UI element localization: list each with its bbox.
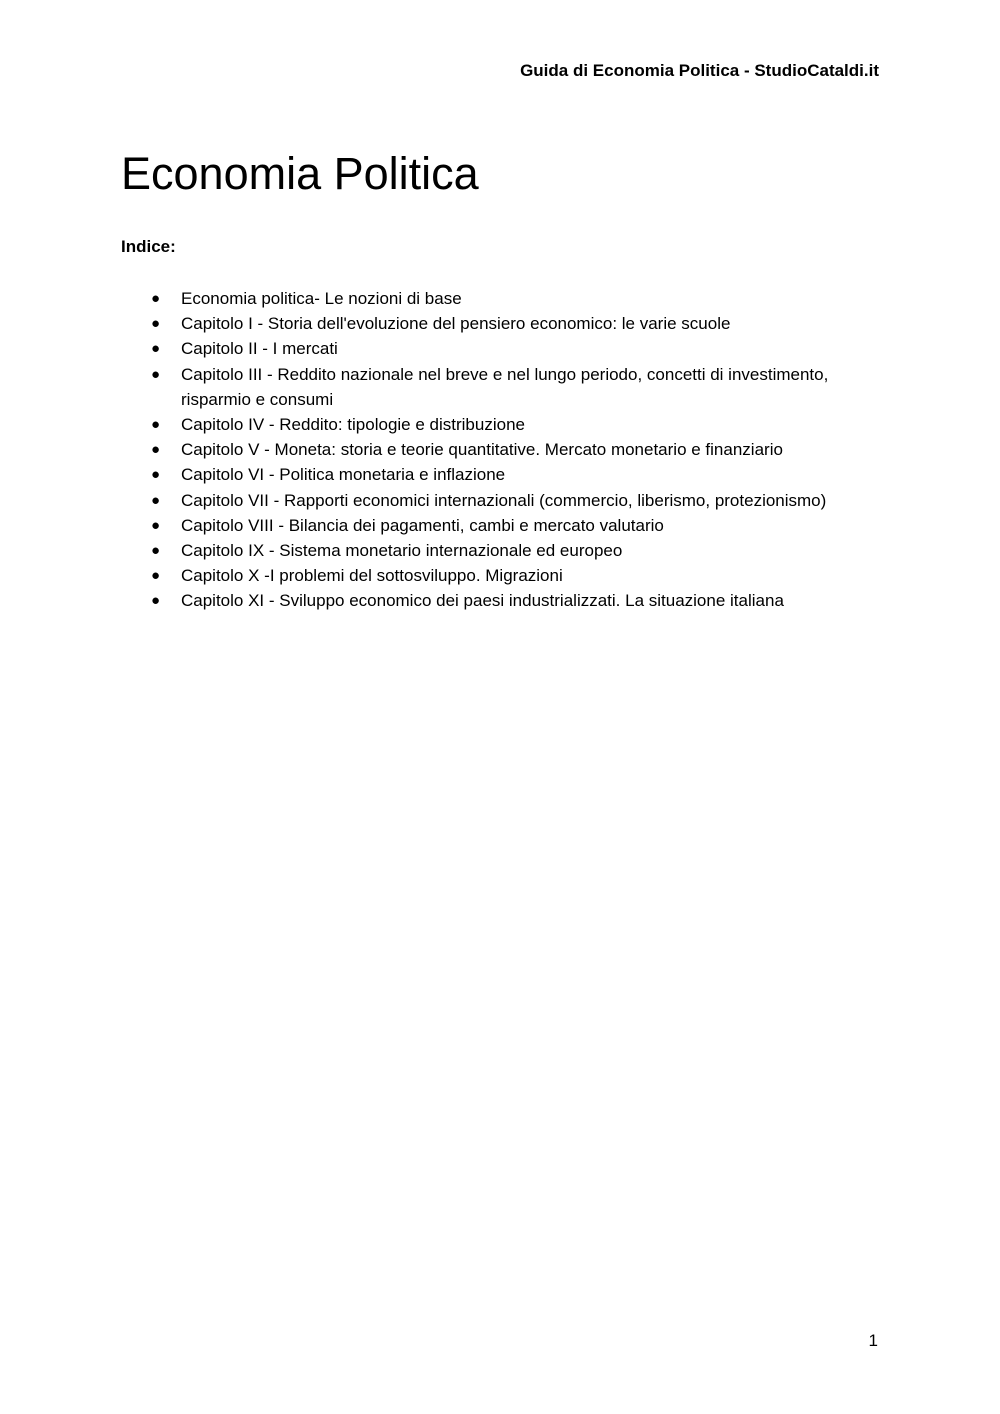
index-item-text: Capitolo X -I problemi del sottosviluppo. Migrazioni [181,566,563,586]
index-list [121,286,861,614]
index-item-2 [121,311,861,336]
index-item-7 [121,462,861,487]
bullet-icon: ● [151,340,161,358]
index-item-text: Capitolo VIII - Bilancia dei pagamenti, cambi e mercato valutario [181,515,664,535]
index-item-11 [121,563,861,588]
bullet-icon: ● [151,315,161,333]
index-item-9 [121,513,861,538]
index-item-text: Capitolo IV - Reddito: tipologie e distribuzione [181,415,525,435]
bullet-icon: ● [151,567,161,585]
index-item-text: Capitolo VI - Politica monetaria e inflazione [181,465,506,485]
bullet-icon: ● [151,466,161,484]
index-item-1 [121,286,861,311]
bullet-icon: ● [151,542,161,560]
bullet-icon: ● [151,516,161,534]
index-item-text: Capitolo V - Moneta: storia e teorie quantitative. Mercato monetario e finanziario [181,440,783,460]
index-item-8 [121,488,861,513]
index-item-text: Capitolo III - Reddito nazionale nel breve e nel lungo periodo, concetti di investimento, risparmio e consumi [181,364,829,409]
index-item-text: Capitolo VII - Rapporti economici internazionali (commercio, liberismo, protezionismo) [181,490,827,510]
index-item-4 [121,362,861,412]
index-item-text: Capitolo IX - Sistema monetario internazionale ed europeo [181,541,623,561]
index-item-6 [121,437,861,462]
bullet-icon: ● [151,592,161,610]
index-label: Indice: [121,237,176,256]
page-header: Guida di Economia Politica - StudioCataldi.it [520,61,879,80]
page-number: 1 [868,1331,878,1350]
index-item-text: Capitolo I - Storia dell'evoluzione del pensiero economico: le varie scuole [181,314,731,334]
document-title: Economia Politica [121,148,479,199]
bullet-icon: ● [151,365,161,383]
index-item-10 [121,538,861,563]
bullet-icon: ● [151,416,161,434]
index-item-text: Economia politica- Le nozioni di base [181,289,462,308]
bullet-icon: ● [151,290,161,307]
index-item-12 [121,588,861,613]
bullet-icon: ● [151,441,161,459]
bullet-icon: ● [151,491,161,509]
index-item-5 [121,412,861,437]
index-item-text: Capitolo XI - Sviluppo economico dei paesi industrializzati. La situazione italiana [181,591,784,611]
index-item-3 [121,336,861,361]
index-item-text: Capitolo II - I mercati [181,339,338,359]
